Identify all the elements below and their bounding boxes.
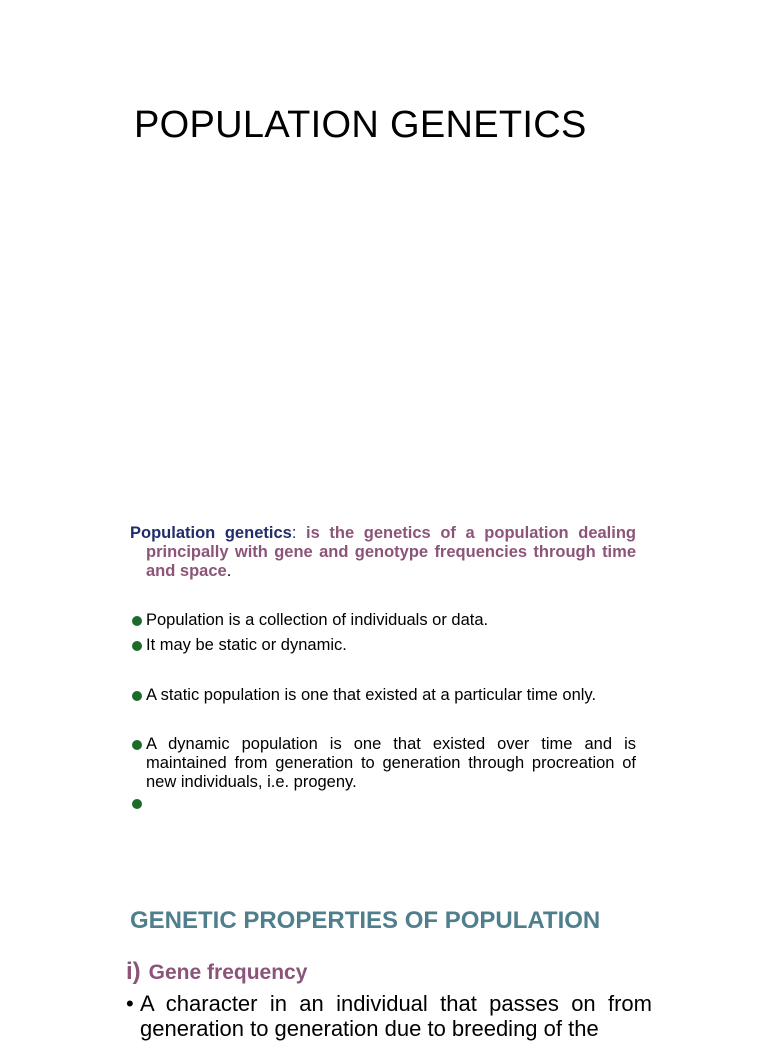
bullet-text: A static population is one that existed at a particular time only. (146, 686, 597, 704)
bullet-item (130, 686, 636, 705)
bullet-dot-icon (132, 641, 142, 651)
definition-colon: : (291, 524, 307, 542)
bullet-text: A dynamic population is one that existed over time and is maintained from generation to generation through procreation of new individuals, i.e. progeny. (146, 735, 636, 791)
bullet-text: It may be static or dynamic. (146, 636, 347, 654)
bullet-dot-icon (132, 740, 142, 750)
bullet-text: Population is a collection of individuals or data. (146, 611, 489, 629)
body-paragraph (126, 991, 652, 1041)
paragraph-bullet-icon: • (126, 991, 134, 1016)
definition-body: is the genetics of a population dealing principally with gene and genotype frequencies through time and space (146, 524, 636, 580)
sub-heading (126, 958, 307, 986)
page-title: POPULATION GENETICS (134, 104, 587, 146)
bullet-dot-icon (132, 691, 142, 701)
definition-paragraph (130, 524, 636, 581)
bullet-dot-icon (132, 799, 142, 809)
definition-period: . (226, 562, 232, 580)
bullet-item (130, 735, 636, 792)
sub-heading-label: Gene frequency (148, 961, 308, 984)
sub-heading-number: i) (126, 958, 141, 985)
bullet-item (130, 636, 636, 655)
bullet-item (130, 611, 636, 630)
section-heading: GENETIC PROPERTIES OF POPULATION (130, 907, 601, 934)
bullet-dot-icon (132, 616, 142, 626)
definition-term: Population genetics (130, 524, 292, 542)
paragraph-text: A character in an individual that passes on from generation to generation due to breeding of the (140, 991, 652, 1041)
